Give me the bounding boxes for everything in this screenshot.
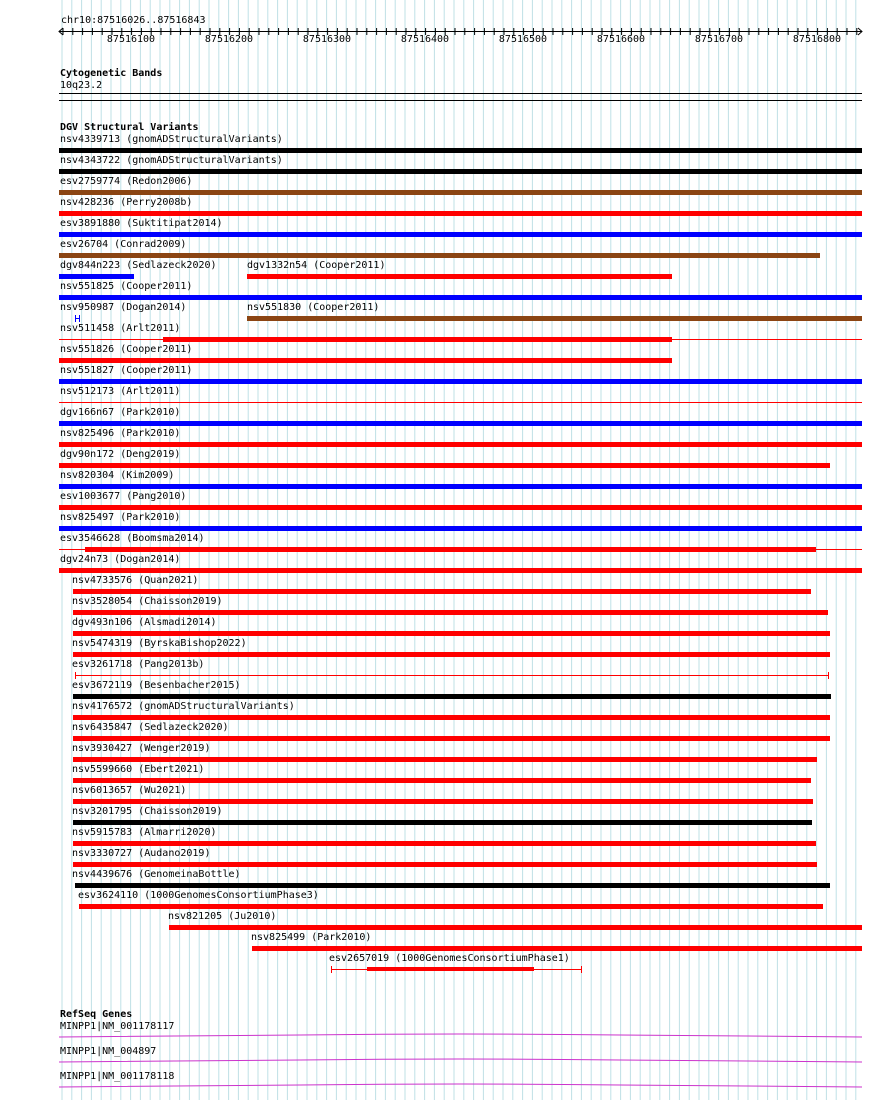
dgv-feature-label[interactable]: dgv90n172 (Deng2019) <box>60 449 181 460</box>
dgv-feature-label[interactable]: nsv512173 (Arlt2011) <box>60 386 181 397</box>
dgv-feature-label[interactable]: nsv825496 (Park2010) <box>60 428 181 439</box>
dgv-feature-label[interactable]: esv2759774 (Redon2006) <box>60 176 193 187</box>
dgv-feature-label[interactable]: dgv1332n54 (Cooper2011) <box>247 260 386 271</box>
dgv-feature-label[interactable]: nsv551826 (Cooper2011) <box>60 344 193 355</box>
refseq-transcript-line <box>59 1059 862 1062</box>
cytoband-label: 10q23.2 <box>60 80 103 91</box>
dgv-feature-label[interactable]: nsv551830 (Cooper2011) <box>247 302 380 313</box>
dgv-feature-label[interactable]: nsv4339713 (gnomADStructuralVariants) <box>60 134 283 145</box>
dgv-feature-label[interactable]: nsv5599660 (Ebert2021) <box>72 764 205 775</box>
dgv-feature-label[interactable]: nsv825497 (Park2010) <box>60 512 181 523</box>
dgv-feature-label[interactable]: nsv4439676 (GenomeinaBottle) <box>72 869 241 880</box>
refseq-transcript-label[interactable]: MINPP1|NM_001178117 <box>60 1021 175 1032</box>
refseq-track-title: RefSeq Genes <box>60 1009 133 1020</box>
dgv-feature-label[interactable]: esv2657019 (1000GenomesConsortiumPhase1) <box>329 953 570 964</box>
refseq-transcript-label[interactable]: MINPP1|NM_001178118 <box>60 1071 175 1082</box>
ruler-tick-label: 87516100 <box>106 34 156 45</box>
ruler-tick-label: 87516800 <box>792 34 842 45</box>
dgv-feature-label[interactable]: dgv844n223 (Sedlazeck2020) <box>60 260 217 271</box>
dgv-feature-label[interactable]: nsv511458 (Arlt2011) <box>60 323 181 334</box>
dgv-feature-label[interactable]: esv3891880 (Suktitipat2014) <box>60 218 223 229</box>
dgv-feature-label[interactable]: nsv4176572 (gnomADStructuralVariants) <box>72 701 295 712</box>
dgv-feature-label[interactable]: esv26704 (Conrad2009) <box>60 239 187 250</box>
dgv-feature-label[interactable]: esv3546628 (Boomsma2014) <box>60 533 205 544</box>
dgv-feature-label[interactable]: esv3261718 (Pang2013b) <box>72 659 205 670</box>
dgv-feature-label[interactable]: nsv5915783 (Almarri2020) <box>72 827 217 838</box>
dgv-feature-label[interactable]: dgv493n106 (Alsmadi2014) <box>72 617 217 628</box>
ruler-tick-label: 87516400 <box>400 34 450 45</box>
dgv-feature-label[interactable]: nsv6435847 (Sedlazeck2020) <box>72 722 229 733</box>
ruler-tick-label: 87516500 <box>498 34 548 45</box>
dgv-feature-label[interactable]: nsv5474319 (ByrskaBishop2022) <box>72 638 247 649</box>
refseq-transcript-label[interactable]: MINPP1|NM_004897 <box>60 1046 157 1057</box>
dgv-feature-label[interactable]: nsv551827 (Cooper2011) <box>60 365 193 376</box>
ruler-tick-label: 87516300 <box>302 34 352 45</box>
dgv-feature-label[interactable]: nsv820304 (Kim2009) <box>60 470 175 481</box>
ruler-tick-label: 87516200 <box>204 34 254 45</box>
dgv-feature-label[interactable]: nsv3330727 (Audano2019) <box>72 848 211 859</box>
dgv-feature-label[interactable]: nsv3528054 (Chaisson2019) <box>72 596 223 607</box>
dgv-feature-label[interactable]: esv3624110 (1000GenomesConsortiumPhase3) <box>78 890 319 901</box>
ruler-tick-label: 87516700 <box>694 34 744 45</box>
dgv-feature-label[interactable]: nsv821205 (Ju2010) <box>168 911 277 922</box>
cytobands-track-title: Cytogenetic Bands <box>60 68 163 79</box>
refseq-transcript-line <box>59 1034 862 1037</box>
dgv-feature-label[interactable]: nsv428236 (Perry2008b) <box>60 197 193 208</box>
dgv-feature-label[interactable]: nsv825499 (Park2010) <box>251 932 372 943</box>
ruler-location: chr10:87516026..87516843 <box>61 15 206 26</box>
ruler-tick-label: 87516600 <box>596 34 646 45</box>
dgv-feature-label[interactable]: nsv551825 (Cooper2011) <box>60 281 193 292</box>
dgv-feature-label[interactable]: nsv4733576 (Quan2021) <box>72 575 199 586</box>
dgv-feature-label[interactable]: nsv3930427 (Wenger2019) <box>72 743 211 754</box>
dgv-feature-label[interactable]: nsv4343722 (gnomADStructuralVariants) <box>60 155 283 166</box>
dgv-feature-label[interactable]: dgv166n67 (Park2010) <box>60 407 181 418</box>
dgv-feature-label[interactable]: esv1003677 (Pang2010) <box>60 491 187 502</box>
dgv-feature-label[interactable]: esv3672119 (Besenbacher2015) <box>72 680 241 691</box>
dgv-feature-label[interactable]: nsv950987 (Dogan2014) <box>60 302 187 313</box>
dgv-feature-label[interactable]: nsv3201795 (Chaisson2019) <box>72 806 223 817</box>
dgv-track-title: DGV Structural Variants <box>60 122 199 133</box>
dgv-feature-label[interactable]: nsv6013657 (Wu2021) <box>72 785 187 796</box>
refseq-transcript-line <box>59 1084 862 1087</box>
dgv-feature-label[interactable]: dgv24n73 (Dogan2014) <box>60 554 181 565</box>
